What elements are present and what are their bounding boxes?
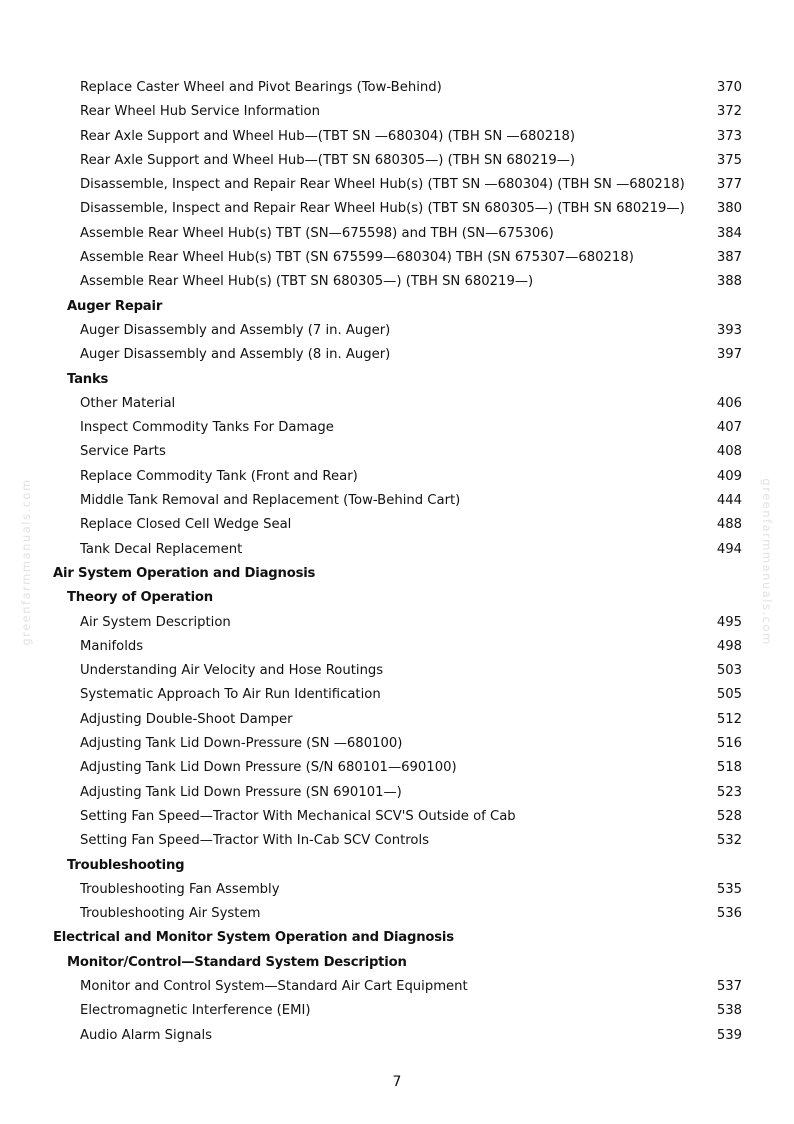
toc-entry-title: Adjusting Tank Lid Down Pressure (SN 690101—) xyxy=(80,784,402,800)
toc-entry-title: Auger Repair xyxy=(67,298,163,314)
toc-entry-title: Assemble Rear Wheel Hub(s) TBT (SN—675598) and TBH (SN—675306) xyxy=(80,225,554,241)
toc-entry-page: 406 xyxy=(716,395,742,411)
toc-section-heading xyxy=(0,926,794,950)
toc-entry-page: 535 xyxy=(716,881,742,897)
toc-entry[interactable] xyxy=(0,465,794,489)
toc-entry-page: 407 xyxy=(716,420,742,436)
toc-entry[interactable] xyxy=(0,635,794,659)
toc-entry-title: Systematic Approach To Air Run Identification xyxy=(80,687,381,703)
toc-entry-page: 512 xyxy=(716,711,742,727)
toc-entry[interactable] xyxy=(0,902,794,926)
toc-entry-title: Tank Decal Replacement xyxy=(80,541,243,557)
toc-entry-page: 373 xyxy=(716,128,742,144)
toc-entry[interactable] xyxy=(0,683,794,707)
toc-entry-page: 505 xyxy=(716,687,742,703)
toc-entry-page: 518 xyxy=(716,760,742,776)
toc-entry[interactable] xyxy=(0,440,794,464)
toc-entry-title: Air System Operation and Diagnosis xyxy=(53,565,316,581)
toc-entry-page: 495 xyxy=(716,614,742,630)
toc-entry-title: Rear Axle Support and Wheel Hub—(TBT SN —680304) (TBH SN —680218) xyxy=(80,128,576,144)
toc-entry-title: Electrical and Monitor System Operation and Diagnosis xyxy=(53,930,454,946)
toc-entry[interactable] xyxy=(0,756,794,780)
toc-entry-title: Service Parts xyxy=(80,444,166,460)
toc-entry[interactable] xyxy=(0,708,794,732)
toc-entry-title: Manifolds xyxy=(80,638,144,654)
toc-entry-title: Rear Wheel Hub Service Information xyxy=(80,104,320,120)
toc-entry[interactable] xyxy=(0,489,794,513)
toc-entry-title: Disassemble, Inspect and Repair Rear Wheel Hub(s) (TBT SN 680305—) (TBH SN 680219—) xyxy=(80,201,685,217)
toc-entry-title: Air System Description xyxy=(80,614,231,630)
watermark-left: greenfarmmanuals.com xyxy=(19,478,33,646)
toc-entry[interactable] xyxy=(0,416,794,440)
toc-section-heading xyxy=(0,562,794,586)
toc-entry-title: Audio Alarm Signals xyxy=(80,1027,213,1043)
toc-entry[interactable] xyxy=(0,197,794,221)
toc-entry[interactable] xyxy=(0,149,794,173)
toc-entry-page: 372 xyxy=(716,104,742,120)
toc-entry-page: 377 xyxy=(716,177,742,193)
toc-entry-page: 537 xyxy=(716,978,742,994)
toc-entry-title: Electromagnetic Interference (EMI) xyxy=(80,1003,311,1019)
toc-entry-page: 488 xyxy=(716,517,742,533)
toc-entry[interactable] xyxy=(0,343,794,367)
toc-entry-page: 528 xyxy=(716,808,742,824)
toc-subsection-heading xyxy=(0,295,794,319)
toc-entry-page: 444 xyxy=(716,493,742,509)
toc-entry[interactable] xyxy=(0,805,794,829)
toc-entry-page: 387 xyxy=(716,250,742,266)
toc-subsection-heading xyxy=(0,368,794,392)
toc-entry[interactable] xyxy=(0,732,794,756)
toc-entry-page: 375 xyxy=(716,152,742,168)
toc-entry-page: 523 xyxy=(716,784,742,800)
toc-entry-page: 536 xyxy=(716,906,742,922)
toc-entry-title: Theory of Operation xyxy=(67,590,213,606)
toc-entry-title: Adjusting Double-Shoot Damper xyxy=(80,711,293,727)
toc-entry[interactable] xyxy=(0,659,794,683)
toc-entry-title: Setting Fan Speed—Tractor With Mechanical SCV'S Outside of Cab xyxy=(80,808,516,824)
toc-entry[interactable] xyxy=(0,975,794,999)
toc-entry-page: 388 xyxy=(716,274,742,290)
toc-entry-title: Assemble Rear Wheel Hub(s) TBT (SN 675599—680304) TBH (SN 675307—680218) xyxy=(80,250,634,266)
toc-entry-title: Other Material xyxy=(80,395,176,411)
toc-entry[interactable] xyxy=(0,319,794,343)
toc-entry-page: 503 xyxy=(716,663,742,679)
toc-entry-title: Troubleshooting Air System xyxy=(80,906,261,922)
toc-entry[interactable] xyxy=(0,513,794,537)
toc-entry-title: Adjusting Tank Lid Down Pressure (S/N 680101—690100) xyxy=(80,760,457,776)
toc-entry-title: Monitor/Control—Standard System Description xyxy=(67,954,407,970)
toc-entry[interactable] xyxy=(0,611,794,635)
toc-entry-title: Auger Disassembly and Assembly (7 in. Auger) xyxy=(80,322,391,338)
toc-entry-title: Tanks xyxy=(67,371,109,387)
toc-entry-title: Rear Axle Support and Wheel Hub—(TBT SN 680305—) (TBH SN 680219—) xyxy=(80,152,576,168)
watermark-right: greenfarmmanuals.com xyxy=(760,478,774,646)
toc-subsection-heading xyxy=(0,586,794,610)
toc-entry-page: 408 xyxy=(716,444,742,460)
toc-entry-page: 380 xyxy=(716,201,742,217)
toc-entry[interactable] xyxy=(0,878,794,902)
toc-entry[interactable] xyxy=(0,76,794,100)
page-number: 7 xyxy=(392,1074,402,1090)
table-of-contents xyxy=(0,76,794,1048)
toc-entry[interactable] xyxy=(0,538,794,562)
toc-entry[interactable] xyxy=(0,222,794,246)
toc-entry-title: Understanding Air Velocity and Hose Routings xyxy=(80,663,384,679)
toc-entry[interactable] xyxy=(0,829,794,853)
toc-subsection-heading xyxy=(0,854,794,878)
toc-entry-title: Disassemble, Inspect and Repair Rear Wheel Hub(s) (TBT SN —680304) (TBH SN —680218) xyxy=(80,177,685,193)
toc-entry-title: Monitor and Control System—Standard Air Cart Equipment xyxy=(80,978,468,994)
toc-entry[interactable] xyxy=(0,100,794,124)
toc-entry-title: Middle Tank Removal and Replacement (Tow-Behind Cart) xyxy=(80,493,461,509)
toc-entry[interactable] xyxy=(0,246,794,270)
toc-entry-page: 498 xyxy=(716,638,742,654)
toc-entry-page: 538 xyxy=(716,1003,742,1019)
toc-entry-title: Auger Disassembly and Assembly (8 in. Auger) xyxy=(80,347,391,363)
toc-entry[interactable] xyxy=(0,781,794,805)
toc-entry[interactable] xyxy=(0,173,794,197)
toc-entry-title: Assemble Rear Wheel Hub(s) (TBT SN 680305—) (TBH SN 680219—) xyxy=(80,274,534,290)
toc-entry-page: 539 xyxy=(716,1027,742,1043)
toc-entry-page: 494 xyxy=(716,541,742,557)
toc-entry-title: Troubleshooting Fan Assembly xyxy=(80,881,280,897)
toc-entry[interactable] xyxy=(0,1024,794,1048)
toc-entry-page: 516 xyxy=(716,736,742,752)
toc-entry-title: Replace Closed Cell Wedge Seal xyxy=(80,517,292,533)
toc-entry-title: Replace Commodity Tank (Front and Rear) xyxy=(80,468,358,484)
toc-entry-page: 532 xyxy=(716,833,742,849)
toc-entry-page: 384 xyxy=(716,225,742,241)
toc-entry-title: Adjusting Tank Lid Down-Pressure (SN —680100) xyxy=(80,736,403,752)
toc-entry[interactable] xyxy=(0,392,794,416)
toc-entry[interactable] xyxy=(0,270,794,294)
toc-entry-title: Setting Fan Speed—Tractor With In-Cab SCV Controls xyxy=(80,833,429,849)
toc-entry-page: 370 xyxy=(716,80,742,95)
toc-entry-page: 397 xyxy=(716,347,742,363)
toc-entry-page: 409 xyxy=(716,468,742,484)
toc-entry[interactable] xyxy=(0,125,794,149)
toc-entry-page: 393 xyxy=(716,322,742,338)
toc-entry-title: Inspect Commodity Tanks For Damage xyxy=(80,420,334,436)
toc-entry[interactable] xyxy=(0,999,794,1023)
toc-entry-title: Troubleshooting xyxy=(67,857,185,873)
toc-entry-title: Replace Caster Wheel and Pivot Bearings (Tow-Behind) xyxy=(80,80,442,95)
toc-subsection-heading xyxy=(0,951,794,975)
